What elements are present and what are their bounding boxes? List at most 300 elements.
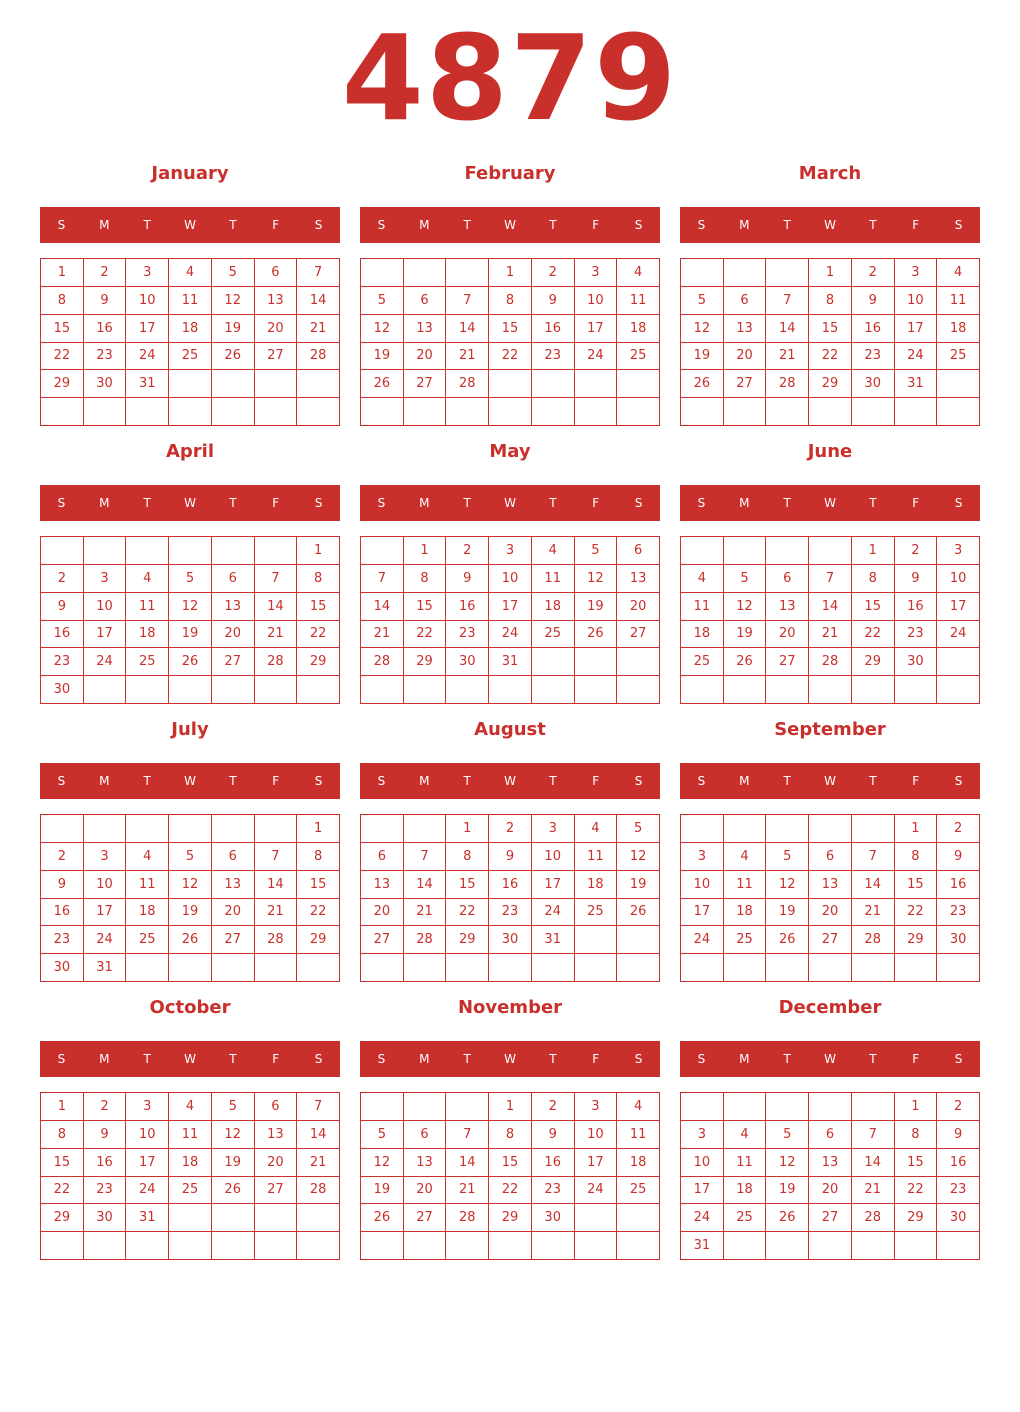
empty-cell [895, 676, 938, 704]
empty-cell [681, 954, 724, 982]
day-cell: 16 [84, 315, 127, 343]
empty-cell [575, 398, 618, 426]
day-cell: 14 [297, 287, 340, 315]
empty-cell [852, 398, 895, 426]
day-cell: 19 [766, 1177, 809, 1205]
weekday-label: S [634, 774, 643, 788]
day-cell: 7 [446, 1121, 489, 1149]
month-name: November [457, 997, 563, 1018]
empty-cell [361, 954, 404, 982]
day-cell: 2 [895, 537, 938, 565]
day-cell: 13 [766, 593, 809, 621]
day-cell: 22 [895, 1177, 938, 1205]
empty-cell [532, 398, 575, 426]
day-cell: 25 [126, 648, 169, 676]
day-cell: 6 [617, 537, 660, 565]
empty-cell [617, 398, 660, 426]
day-cell: 30 [41, 676, 84, 704]
day-cell: 11 [681, 593, 724, 621]
day-cell: 18 [724, 1177, 767, 1205]
empty-cell [852, 1093, 895, 1121]
weekday-label: W [184, 496, 196, 510]
weekday-label: T [143, 774, 151, 788]
day-cell: 11 [126, 871, 169, 899]
day-cell: 1 [446, 815, 489, 843]
day-cell: 26 [169, 648, 212, 676]
weekday-label: M [419, 218, 430, 232]
day-cell: 25 [937, 343, 980, 371]
empty-cell [446, 259, 489, 287]
day-cell: 28 [404, 926, 447, 954]
day-cell: 16 [41, 899, 84, 927]
empty-cell [126, 537, 169, 565]
empty-cell [766, 398, 809, 426]
day-cell: 7 [404, 843, 447, 871]
empty-cell [895, 954, 938, 982]
weekday-header [360, 485, 660, 521]
empty-cell [255, 1204, 298, 1232]
day-cell: 17 [575, 315, 618, 343]
day-cell: 13 [404, 1149, 447, 1177]
day-cell: 11 [532, 565, 575, 593]
empty-cell [169, 1204, 212, 1232]
empty-cell [617, 676, 660, 704]
day-cell: 14 [809, 593, 852, 621]
empty-cell [169, 676, 212, 704]
day-cell: 1 [489, 1093, 532, 1121]
day-cell: 3 [575, 1093, 618, 1121]
day-grid [680, 258, 980, 426]
day-cell: 12 [361, 315, 404, 343]
day-cell: 30 [895, 648, 938, 676]
weekday-label: F [272, 496, 280, 510]
weekday-label: S [314, 774, 323, 788]
month-name: January [151, 163, 229, 184]
empty-cell [724, 676, 767, 704]
empty-cell [446, 398, 489, 426]
day-cell: 1 [895, 815, 938, 843]
weekday-label: S [697, 218, 706, 232]
day-cell: 10 [489, 565, 532, 593]
day-cell: 19 [212, 315, 255, 343]
empty-cell [84, 1232, 127, 1260]
day-cell: 24 [937, 621, 980, 649]
day-cell: 4 [681, 565, 724, 593]
day-cell: 25 [617, 1177, 660, 1205]
day-cell: 10 [575, 287, 618, 315]
day-cell: 23 [489, 899, 532, 927]
weekday-label: S [697, 1052, 706, 1066]
day-cell: 21 [297, 1149, 340, 1177]
empty-cell [937, 1232, 980, 1260]
day-cell: 30 [532, 1204, 575, 1232]
day-cell: 14 [297, 1121, 340, 1149]
empty-cell [489, 954, 532, 982]
empty-cell [724, 259, 767, 287]
weekday-label: T [463, 218, 471, 232]
day-cell: 28 [297, 343, 340, 371]
day-cell: 6 [724, 287, 767, 315]
empty-cell [681, 1093, 724, 1121]
day-cell: 2 [532, 259, 575, 287]
day-cell: 31 [489, 648, 532, 676]
empty-cell [361, 537, 404, 565]
day-cell: 6 [809, 1121, 852, 1149]
weekday-label: F [592, 496, 600, 510]
weekday-label: M [739, 496, 750, 510]
day-cell: 5 [766, 1121, 809, 1149]
day-cell: 22 [41, 343, 84, 371]
day-cell: 21 [255, 899, 298, 927]
weekday-label: F [912, 774, 920, 788]
day-cell: 11 [575, 843, 618, 871]
empty-cell [446, 954, 489, 982]
day-cell: 14 [446, 315, 489, 343]
day-cell: 8 [41, 1121, 84, 1149]
day-cell: 29 [446, 926, 489, 954]
day-cell: 7 [255, 843, 298, 871]
day-cell: 16 [852, 315, 895, 343]
day-cell: 26 [361, 370, 404, 398]
weekday-label: T [229, 1052, 237, 1066]
day-cell: 23 [532, 343, 575, 371]
day-cell: 21 [446, 1177, 489, 1205]
weekday-label: F [912, 1052, 920, 1066]
day-cell: 29 [489, 1204, 532, 1232]
day-cell: 17 [937, 593, 980, 621]
empty-cell [84, 676, 127, 704]
empty-cell [126, 815, 169, 843]
day-cell: 19 [169, 621, 212, 649]
weekday-label: S [57, 218, 66, 232]
day-cell: 14 [446, 1149, 489, 1177]
day-cell: 28 [852, 926, 895, 954]
day-cell: 19 [724, 621, 767, 649]
empty-cell [852, 1232, 895, 1260]
day-cell: 6 [766, 565, 809, 593]
day-cell: 3 [84, 843, 127, 871]
day-cell: 20 [255, 1149, 298, 1177]
day-cell: 18 [724, 899, 767, 927]
day-cell: 18 [532, 593, 575, 621]
empty-cell [852, 815, 895, 843]
weekday-label: T [229, 774, 237, 788]
day-cell: 7 [852, 1121, 895, 1149]
day-cell: 13 [404, 315, 447, 343]
day-cell: 18 [681, 621, 724, 649]
weekday-label: W [504, 1052, 516, 1066]
day-cell: 16 [489, 871, 532, 899]
day-cell: 7 [297, 1093, 340, 1121]
day-cell: 28 [766, 370, 809, 398]
day-grid [40, 258, 340, 426]
weekday-label: W [824, 496, 836, 510]
day-cell: 20 [255, 315, 298, 343]
empty-cell [532, 370, 575, 398]
empty-cell [766, 1093, 809, 1121]
empty-cell [212, 1232, 255, 1260]
day-cell: 6 [361, 843, 404, 871]
day-cell: 29 [809, 370, 852, 398]
day-cell: 30 [937, 1204, 980, 1232]
day-cell: 2 [532, 1093, 575, 1121]
month-name: June [807, 441, 853, 462]
day-cell: 27 [766, 648, 809, 676]
empty-cell [212, 1204, 255, 1232]
empty-cell [212, 954, 255, 982]
day-cell: 8 [489, 1121, 532, 1149]
day-cell: 2 [41, 843, 84, 871]
weekday-label: S [57, 774, 66, 788]
weekday-label: T [463, 1052, 471, 1066]
day-grid [680, 1092, 980, 1260]
day-cell: 29 [895, 926, 938, 954]
day-cell: 31 [681, 1232, 724, 1260]
empty-cell [852, 954, 895, 982]
day-cell: 2 [84, 1093, 127, 1121]
day-cell: 15 [489, 1149, 532, 1177]
weekday-label: W [184, 218, 196, 232]
weekday-label: T [549, 496, 557, 510]
day-cell: 3 [489, 537, 532, 565]
day-cell: 21 [766, 343, 809, 371]
empty-cell [575, 676, 618, 704]
empty-cell [809, 1232, 852, 1260]
day-cell: 28 [361, 648, 404, 676]
weekday-label: T [229, 496, 237, 510]
day-cell: 8 [41, 287, 84, 315]
weekday-label: M [419, 496, 430, 510]
day-grid [40, 814, 340, 982]
day-cell: 24 [895, 343, 938, 371]
month-name: October [149, 997, 231, 1018]
day-cell: 21 [446, 343, 489, 371]
day-grid [40, 536, 340, 704]
day-cell: 23 [41, 926, 84, 954]
weekday-label: S [314, 496, 323, 510]
empty-cell [489, 398, 532, 426]
weekday-label: S [314, 1052, 323, 1066]
empty-cell [575, 1204, 618, 1232]
day-cell: 9 [84, 287, 127, 315]
weekday-header [40, 207, 340, 243]
day-cell: 17 [575, 1149, 618, 1177]
day-cell: 4 [617, 259, 660, 287]
day-cell: 25 [617, 343, 660, 371]
day-cell: 22 [852, 621, 895, 649]
weekday-label: T [143, 1052, 151, 1066]
empty-cell [532, 676, 575, 704]
day-cell: 22 [297, 899, 340, 927]
day-cell: 20 [766, 621, 809, 649]
day-cell: 25 [681, 648, 724, 676]
day-cell: 28 [446, 1204, 489, 1232]
day-cell: 13 [617, 565, 660, 593]
weekday-label: S [57, 496, 66, 510]
day-cell: 27 [255, 1177, 298, 1205]
day-cell: 15 [297, 871, 340, 899]
day-cell: 23 [937, 1177, 980, 1205]
empty-cell [126, 1232, 169, 1260]
empty-cell [937, 370, 980, 398]
day-cell: 16 [41, 621, 84, 649]
day-cell: 25 [724, 926, 767, 954]
day-cell: 22 [41, 1177, 84, 1205]
day-cell: 19 [681, 343, 724, 371]
day-cell: 9 [84, 1121, 127, 1149]
weekday-label: S [954, 218, 963, 232]
empty-cell [575, 1232, 618, 1260]
weekday-label: W [504, 218, 516, 232]
day-cell: 28 [446, 370, 489, 398]
day-cell: 5 [361, 287, 404, 315]
day-cell: 15 [809, 315, 852, 343]
day-cell: 20 [809, 899, 852, 927]
day-cell: 11 [724, 1149, 767, 1177]
day-cell: 18 [575, 871, 618, 899]
day-cell: 13 [255, 1121, 298, 1149]
day-cell: 22 [809, 343, 852, 371]
empty-cell [575, 954, 618, 982]
day-cell: 24 [126, 1177, 169, 1205]
empty-cell [297, 1232, 340, 1260]
day-cell: 16 [532, 315, 575, 343]
day-cell: 28 [297, 1177, 340, 1205]
day-cell: 24 [489, 621, 532, 649]
day-cell: 30 [446, 648, 489, 676]
empty-cell [852, 676, 895, 704]
day-cell: 5 [681, 287, 724, 315]
month-name: May [489, 441, 531, 462]
day-cell: 12 [212, 1121, 255, 1149]
empty-cell [212, 815, 255, 843]
weekday-header [360, 207, 660, 243]
day-cell: 16 [446, 593, 489, 621]
day-cell: 7 [361, 565, 404, 593]
day-cell: 7 [255, 565, 298, 593]
empty-cell [532, 954, 575, 982]
day-cell: 14 [852, 871, 895, 899]
day-cell: 12 [575, 565, 618, 593]
day-cell: 20 [724, 343, 767, 371]
day-cell: 10 [532, 843, 575, 871]
day-cell: 5 [361, 1121, 404, 1149]
day-cell: 26 [617, 899, 660, 927]
day-cell: 13 [809, 871, 852, 899]
day-cell: 27 [212, 926, 255, 954]
day-cell: 16 [937, 871, 980, 899]
empty-cell [489, 1232, 532, 1260]
day-cell: 16 [84, 1149, 127, 1177]
empty-cell [617, 648, 660, 676]
day-cell: 29 [297, 926, 340, 954]
day-cell: 24 [575, 1177, 618, 1205]
day-cell: 23 [937, 899, 980, 927]
day-cell: 20 [361, 899, 404, 927]
day-cell: 31 [532, 926, 575, 954]
weekday-label: S [697, 774, 706, 788]
day-cell: 7 [852, 843, 895, 871]
weekday-label: T [783, 1052, 791, 1066]
day-cell: 1 [895, 1093, 938, 1121]
day-cell: 25 [575, 899, 618, 927]
day-cell: 21 [852, 1177, 895, 1205]
day-cell: 24 [84, 648, 127, 676]
day-cell: 9 [937, 843, 980, 871]
day-cell: 6 [255, 259, 298, 287]
day-cell: 29 [895, 1204, 938, 1232]
day-cell: 26 [212, 1177, 255, 1205]
day-cell: 8 [446, 843, 489, 871]
day-cell: 14 [404, 871, 447, 899]
day-cell: 18 [126, 899, 169, 927]
day-cell: 7 [809, 565, 852, 593]
empty-cell [681, 398, 724, 426]
weekday-header [680, 763, 980, 799]
day-cell: 30 [489, 926, 532, 954]
day-cell: 10 [84, 593, 127, 621]
weekday-label: S [377, 774, 386, 788]
day-cell: 23 [84, 1177, 127, 1205]
weekday-label: T [783, 774, 791, 788]
day-cell: 9 [446, 565, 489, 593]
day-cell: 9 [41, 593, 84, 621]
day-cell: 11 [169, 1121, 212, 1149]
day-cell: 10 [126, 287, 169, 315]
day-cell: 23 [532, 1177, 575, 1205]
day-cell: 13 [809, 1149, 852, 1177]
empty-cell [724, 1232, 767, 1260]
day-cell: 4 [532, 537, 575, 565]
day-cell: 30 [84, 370, 127, 398]
day-cell: 29 [41, 1204, 84, 1232]
day-cell: 10 [84, 871, 127, 899]
empty-cell [361, 1232, 404, 1260]
day-cell: 3 [126, 1093, 169, 1121]
day-cell: 19 [766, 899, 809, 927]
day-cell: 13 [212, 871, 255, 899]
weekday-label: M [739, 774, 750, 788]
day-cell: 13 [212, 593, 255, 621]
empty-cell [895, 1232, 938, 1260]
weekday-header [680, 485, 980, 521]
day-cell: 3 [681, 1121, 724, 1149]
empty-cell [809, 398, 852, 426]
empty-cell [404, 1093, 447, 1121]
empty-cell [532, 1232, 575, 1260]
empty-cell [617, 370, 660, 398]
empty-cell [297, 370, 340, 398]
day-cell: 24 [575, 343, 618, 371]
day-cell: 14 [255, 871, 298, 899]
day-cell: 23 [84, 343, 127, 371]
day-cell: 4 [937, 259, 980, 287]
day-cell: 26 [169, 926, 212, 954]
weekday-label: S [954, 774, 963, 788]
empty-cell [681, 259, 724, 287]
weekday-label: M [739, 218, 750, 232]
day-cell: 17 [681, 899, 724, 927]
day-grid [360, 1092, 660, 1260]
day-cell: 12 [212, 287, 255, 315]
day-cell: 15 [41, 315, 84, 343]
empty-cell [404, 954, 447, 982]
day-cell: 29 [852, 648, 895, 676]
empty-cell [446, 1093, 489, 1121]
day-cell: 16 [532, 1149, 575, 1177]
day-cell: 31 [126, 1204, 169, 1232]
day-cell: 24 [84, 926, 127, 954]
